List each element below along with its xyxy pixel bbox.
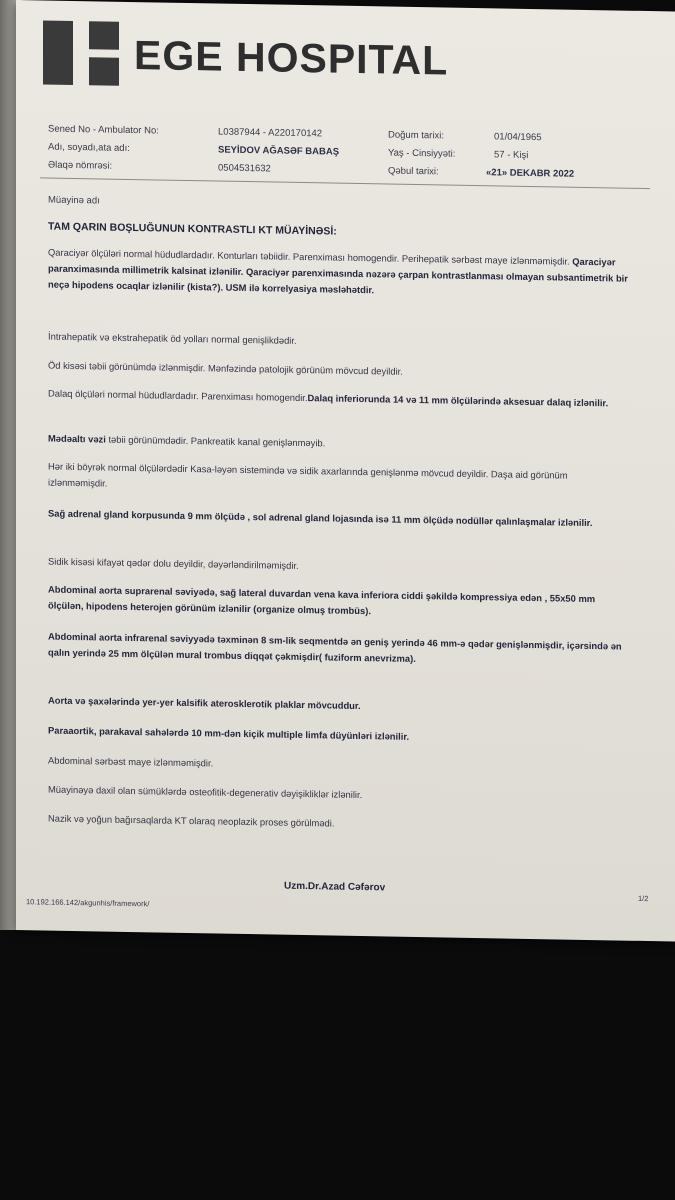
finding-atherosclerosis: Aorta və şaxələrində yer-yer kalsifik aterosklerotik plaklar mövcuddur.: [48, 694, 361, 712]
finding-adrenal: Sağ adrenal gland korpusunda 9 mm ölçüdə , sol adrenal gland lojasında isə 11 mm ölçüdə nodüllər qalınlaşmalar izlənilir.: [48, 507, 593, 529]
patient-name-label: Adı, soyadı,ata adı:: [48, 141, 130, 154]
finding-spleen-normal: Dalaq ölçüləri normal hüdudlardadır. Parenximası homogendir.: [48, 387, 308, 404]
birth-date-value: 01/04/1965: [494, 131, 542, 144]
phone-label: Əlaqə nömrəsi:: [48, 159, 113, 172]
finding-bladder: Sidik kisəsi kifayət qədər dolu deyildir, dəyərləndirilməmişdir.: [48, 555, 299, 571]
finding-bile-ducts: İntrahepatik və ekstrahepatik öd yolları normal genişlikdədir.: [48, 330, 297, 346]
patient-name-value: SEYİDOV AĞASƏF BABAŞ: [218, 144, 340, 158]
exam-label: Müayinə adı: [48, 194, 100, 207]
doctor-signature: Uzm.Dr.Azad Cəfərov: [284, 880, 386, 894]
finding-gallbladder: Öd kisəsi təbii görünümdə izlənmişdir. Mənfəzində patolojik görünüm mövcud deyildir.: [48, 359, 403, 377]
footer-url: 10.192.166.142/akgunhis/framework/: [26, 897, 150, 909]
exam-title: TAM QARIN BOŞLUĞUNUN KONTRASTLI KT MÜAYİNƏSİ:: [48, 220, 337, 238]
age-sex-value: 57 - Kişi: [494, 149, 529, 161]
phone-value: 0504531632: [218, 162, 271, 175]
finding-intestines: Nazik və yoğun bağırsaqlarda KT olaraq neoplazik proses görülmədi.: [48, 812, 335, 829]
finding-liver-lesions: Qaraciyər paranximasında millimetrik kalsinat izlənilir. Qaraciyər parenximasında nəzərə çarpan kontrastlanması olmayan subsantimetrik bir neçə hipodens ocaqlar izlənilir (kista?). USM ilə korrelyasiya məsləhətdir.: [48, 255, 628, 296]
finding-lymph-nodes: Paraaortik, parakaval sahələrdə 10 mm-dən kiçik multiple limfa düyünləri izlənilir.: [48, 724, 410, 742]
document-no-label: Sened No - Ambulator No:: [48, 123, 159, 137]
page-number: 1/2: [638, 893, 649, 904]
admission-date-value: «21» DEKABR 2022: [486, 167, 575, 180]
finding-pancreas-organ: Mədəaltı vəzi: [48, 432, 106, 445]
finding-liver: [48, 245, 628, 303]
finding-pancreas-desc: təbii görünümdədir. Pankreatik kanal genişlənməyib.: [105, 433, 326, 449]
finding-bones: Müayinəyə daxil olan sümüklərdə osteofitik-degenerativ dəyişikliklər izlənilir.: [48, 783, 363, 801]
finding-spleen-accessory: Dalaq inferiorunda 14 və 11 mm ölçülərində aksesuar dalaq izlənilir.: [307, 392, 609, 409]
finding-spleen: [48, 386, 628, 412]
birth-date-label: Doğum tarixi:: [388, 129, 444, 142]
finding-kidneys: Hər iki böyrək normal ölçülərdədir Kasa-ləyən sistemində və sidik axarlarında genişlənmə mövcud deyildir. Daşa aid görünüm izlənməmişdir.: [48, 460, 568, 489]
finding-aorta-suprarenal: Abdominal aorta suprarenal səviyədə, sağ lateral duvardan vena kava inferiora ciddi şəkildə kompressiya edən , 55x50 mm ölçülən, hipodens heterojen görünüm izlənilir (organize olmuş trombüs).: [48, 583, 596, 617]
hospital-logo: [43, 20, 119, 85]
hospital-name: EGE HOSPITAL: [134, 32, 449, 84]
document-no-value: L0387944 - A220170142: [218, 126, 323, 140]
medical-report-page: [16, 0, 675, 942]
age-sex-label: Yaş - Cinsiyyəti:: [388, 147, 456, 160]
finding-free-fluid: Abdominal sərbəst maye izlənməmişdir.: [48, 754, 214, 769]
admission-date-label: Qəbul tarixi:: [388, 165, 439, 178]
finding-aorta-infrarenal: Abdominal aorta infrarenal səviyyədə təxminən 8 sm-lik seqmentdə ən geniş yerində 46 mm-ə qədər genişlənmişdir, içərsində ən qalın yerində 25 mm ölçülən mural trombus diqqət çəkmişdir( fuziform anevrizma).: [48, 630, 622, 664]
finding-liver-normal: Qaraciyər ölçüləri normal hüdudlardadır. Konturları təbiidir. Parenximası homogendir. Perihepatik sərbəst maye izlənməmişdir.: [48, 246, 573, 267]
finding-pancreas: [48, 431, 628, 457]
